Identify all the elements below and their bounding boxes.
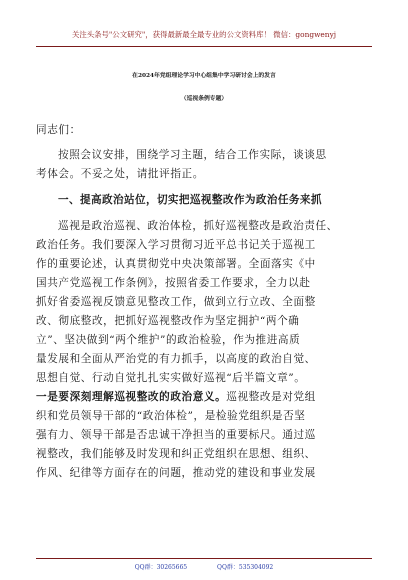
paragraph-line: 改、彻底整改，把抓好巡视整改作为坚定拥护“两个确 [36,315,300,327]
paragraph-line: 抓好省委巡视反馈意见整改工作，做到立行立改、全面整 [36,296,316,308]
header-divider [36,46,372,47]
page-header [0,0,408,46]
page-footer [0,562,408,571]
paragraph-line: 国共产党巡视工作条例》，按照省委工作要求，全力以赴 [36,277,311,289]
document-title: 在2024年党组理论学习中心组集中学习研讨会上的发言 [132,73,276,79]
subheading-line [36,389,336,404]
paragraph-line: 政治任务。我们要深入学习贯彻习近平总书记关于巡视工 [36,239,316,251]
subheading-rest: 巡视整改是对党组 [226,391,316,403]
paragraph-line: 思想自觉、行动自觉扎扎实实做好巡视“后半篇文章”。 [36,372,306,384]
header-promo-text: 关注头条号"公文研究"，获得最新最全最专业的公文资料库！ 微信：gongwenyj [71,30,337,39]
paragraph-line: 强有力、领导干部是否忠诚干净担当的重要标尺。通过巡 [36,429,316,441]
paragraph-line: 织和党员领导干部的“政治体检”，是检验党组织是否坚 [36,410,306,422]
footer-divider [36,558,372,559]
document-subtitle: （巡视条例专题） [180,96,228,102]
footer-qq-group-1: QQ群：30265665 [134,564,188,571]
paragraph-line: 作的重要论述，认真贯彻党中央决策部署。全面落实《中 [36,258,316,270]
paragraph-line: 巡视是政治巡视、政治体检，抓好巡视整改是政治责任、 [58,220,338,232]
section-heading: 一、提高政治站位，切实把巡视整改作为政治任务来抓 [58,194,322,206]
intro-line: 按照会议安排，围绕学习主题，结合工作实际，谈谈思 [58,149,327,161]
intro-line: 考体会。不妥之处，请批评指正。 [36,168,204,180]
salutation: 同志们： [36,124,81,136]
subheading-bold: 一是要深刻理解巡视整改的政治意义。 [36,391,227,403]
paragraph-line: 视整改，我们能够及时发现和纠正党组织在思想、组织、 [36,448,316,460]
paragraph-line: 立”、坚决做到“两个维护”的政治检验，作为推进高质 [36,334,301,346]
paragraph-line: 作风、纪律等方面存在的问题，推动党的建设和事业发展 [36,467,316,479]
paragraph-line: 量发展和全面从严治党的有力抓手，以高度的政治自觉、 [36,353,316,365]
footer-qq-group-2: QQ群：535304092 [217,564,274,571]
